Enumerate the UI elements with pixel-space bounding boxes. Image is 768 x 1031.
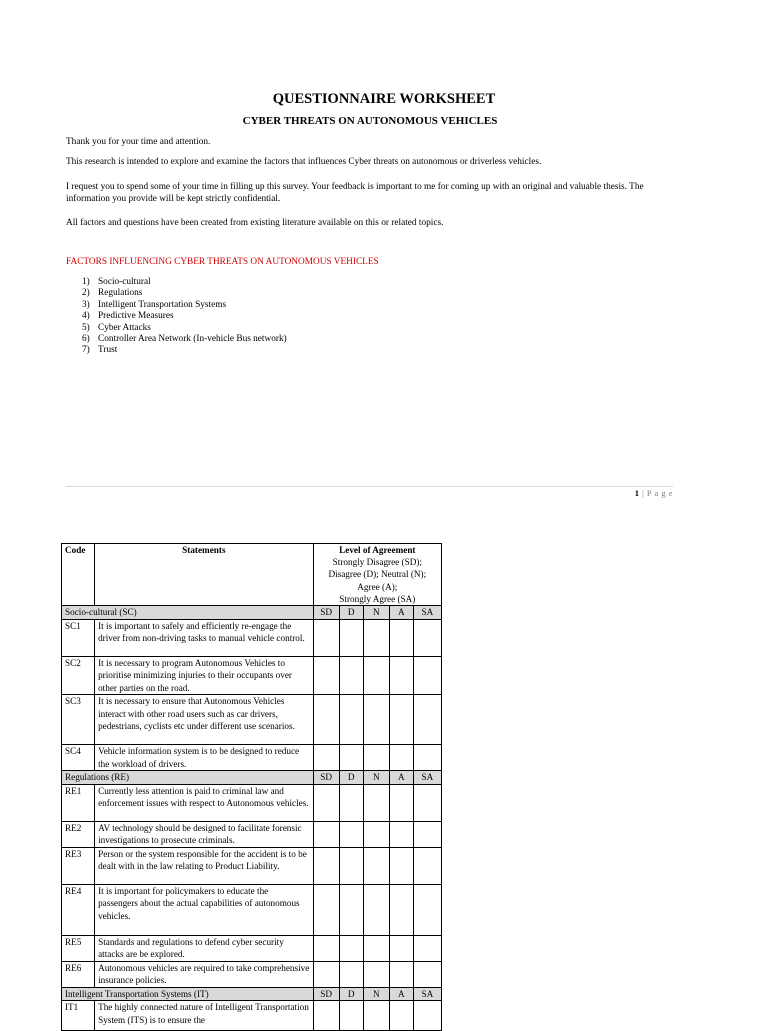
table-row [62,745,442,771]
row-code: SC3 [62,695,95,745]
row-statement: Currently less attention is paid to criminal law and enforcement issues with respect to Autonomous vehicles. [95,784,314,821]
factors-heading: FACTORS INFLUENCING CYBER THREATS ON AUTONOMOUS VEHICLES [66,257,379,267]
section-header-row [62,606,442,620]
scale-label: D [339,987,363,1001]
answer-cell-n[interactable] [363,656,389,695]
scale-label: SA [413,606,441,620]
answer-cell-sd[interactable] [313,745,339,771]
answer-cell-a[interactable] [389,745,413,771]
row-statement: It is important to safely and efficiently re-engage the driver from non-driving tasks to manual vehicle control. [95,619,314,656]
answer-cell-d[interactable] [339,847,363,884]
answer-cell-sa[interactable] [413,821,441,847]
row-statement: Autonomous vehicles are required to take comprehensive insurance policies. [95,961,314,987]
page-title: QUESTIONNAIRE WORKSHEET [272,91,496,107]
scale-label: A [389,987,413,1001]
list-item: 2) Regulations [82,288,143,299]
scale-label: SA [413,987,441,1001]
answer-cell-a[interactable] [389,619,413,656]
answer-cell-sa[interactable] [413,656,441,695]
table-row [62,847,442,884]
row-code: RE4 [62,884,95,935]
column-header-level: Level of Agreement Strongly Disagree (SD); Disagree (D); Neutral (N); Agree (A); Strongly Agree (SA) [313,544,441,606]
table-row [62,619,442,656]
answer-cell-sd[interactable] [313,847,339,884]
answer-cell-a[interactable] [389,656,413,695]
answer-cell-n[interactable] [363,884,389,935]
row-code: RE5 [62,935,95,961]
scale-label: D [339,606,363,620]
list-item: 7) Trust [82,345,118,356]
row-statement: It is important for policymakers to educate the passengers about the actual capabilities of autonomous vehicles. [95,884,314,935]
answer-cell-a[interactable] [389,935,413,961]
row-statement: It is necessary to program Autonomous Vehicles to prioritise minimizing injuries to their occupants over other parties on the road. [95,656,314,695]
answer-cell-n[interactable] [363,619,389,656]
page-subtitle: CYBER THREATS ON AUTONOMOUS VEHICLES [242,115,498,127]
table-row [62,1001,442,1031]
answer-cell-sd[interactable] [313,961,339,987]
questionnaire-table [61,543,442,1031]
answer-cell-n[interactable] [363,935,389,961]
scale-label: SD [313,987,339,1001]
answer-cell-a[interactable] [389,784,413,821]
answer-cell-n[interactable] [363,745,389,771]
table-row [62,935,442,961]
answer-cell-sd[interactable] [313,619,339,656]
section-header-row [62,987,442,1001]
answer-cell-a[interactable] [389,884,413,935]
table-row [62,821,442,847]
row-statement: AV technology should be designed to facilitate forensic investigations to prosecute criminals. [95,821,314,847]
answer-cell-sa[interactable] [413,1001,441,1031]
answer-cell-d[interactable] [339,745,363,771]
row-statement: Vehicle information system is to be designed to reduce the workload of drivers. [95,745,314,771]
answer-cell-sa[interactable] [413,884,441,935]
answer-cell-d[interactable] [339,961,363,987]
intro-paragraph: I request you to spend some of your time in filling up this survey. Your feedback is important to me for coming up with an original and valuable thesis. The information you provide will be kept strictly confidential. [66,182,644,204]
answer-cell-n[interactable] [363,1001,389,1031]
answer-cell-n[interactable] [363,961,389,987]
answer-cell-sa[interactable] [413,619,441,656]
scale-label: SA [413,771,441,785]
list-item: 5) Cyber Attacks [82,322,151,333]
scale-label: A [389,771,413,785]
answer-cell-d[interactable] [339,695,363,745]
row-code: SC4 [62,745,95,771]
footer-divider [66,486,673,487]
list-item: 4) Predictive Measures [82,311,174,322]
table-header-row [62,544,442,606]
answer-cell-d[interactable] [339,656,363,695]
row-statement: Standards and regulations to defend cyber security attacks are be explored. [95,935,314,961]
row-code: RE2 [62,821,95,847]
answer-cell-d[interactable] [339,884,363,935]
table-row [62,695,442,745]
answer-cell-d[interactable] [339,1001,363,1031]
row-code: RE6 [62,961,95,987]
list-item: 3) Intelligent Transportation Systems [82,299,227,310]
page-number: 1 | P a g e [634,488,673,498]
list-item: 1) Socio-cultural [82,277,151,287]
row-statement: The highly connected nature of Intelligent Transportation System (ITS) is to ensure the [95,1001,314,1031]
scale-label: SD [313,606,339,620]
table-row [62,884,442,935]
answer-cell-sd[interactable] [313,784,339,821]
column-header-statements: Statements [95,544,314,606]
answer-cell-a[interactable] [389,695,413,745]
answer-cell-sd[interactable] [313,656,339,695]
row-statement: It is necessary to ensure that Autonomous Vehicles interact with other road users such as car drivers, pedestrians, cyclists etc under different use scenarios. [95,695,314,745]
list-item: 6) Controller Area Network (In-vehicle Bus network) [82,334,287,345]
answer-cell-d[interactable] [339,935,363,961]
scale-label: D [339,771,363,785]
scale-label: N [363,606,389,620]
scale-label: N [363,987,389,1001]
intro-paragraph: This research is intended to explore and examine the factors that influences Cyber threats on autonomous or driverless vehicles. [66,157,542,167]
section-name: Regulations (RE) [62,771,314,785]
row-code: SC1 [62,619,95,656]
scale-label: SD [313,771,339,785]
answer-cell-n[interactable] [363,821,389,847]
answer-cell-a[interactable] [389,961,413,987]
answer-cell-sd[interactable] [313,695,339,745]
answer-cell-n[interactable] [363,847,389,884]
row-code: IT1 [62,1001,95,1031]
factors-list [82,277,287,357]
column-header-code: Code [62,544,95,606]
answer-cell-d[interactable] [339,821,363,847]
row-code: RE3 [62,847,95,884]
row-code: SC2 [62,656,95,695]
answer-cell-d[interactable] [339,619,363,656]
table-row [62,961,442,987]
answer-cell-sd[interactable] [313,1001,339,1031]
answer-cell-sa[interactable] [413,935,441,961]
answer-cell-sa[interactable] [413,784,441,821]
section-name: Intelligent Transportation Systems (IT) [62,987,314,1001]
table-row [62,656,442,695]
row-statement: Person or the system responsible for the accident is to be dealt with in the law relating to Product Liability. [95,847,314,884]
intro-paragraph: Thank you for your time and attention. [66,137,211,147]
answer-cell-sd[interactable] [313,821,339,847]
answer-cell-sa[interactable] [413,695,441,745]
answer-cell-n[interactable] [363,784,389,821]
answer-cell-sa[interactable] [413,847,441,884]
answer-cell-a[interactable] [389,821,413,847]
answer-cell-sd[interactable] [313,935,339,961]
answer-cell-a[interactable] [389,847,413,884]
answer-cell-d[interactable] [339,784,363,821]
table-row [62,784,442,821]
section-header-row [62,771,442,785]
scale-label: N [363,771,389,785]
answer-cell-sd[interactable] [313,884,339,935]
answer-cell-sa[interactable] [413,745,441,771]
intro-paragraph: All factors and questions have been created from existing literature available on this or related topics. [66,218,444,228]
answer-cell-n[interactable] [363,695,389,745]
section-name: Socio-cultural (SC) [62,606,314,620]
row-code: RE1 [62,784,95,821]
answer-cell-a[interactable] [389,1001,413,1031]
answer-cell-sa[interactable] [413,961,441,987]
scale-label: A [389,606,413,620]
